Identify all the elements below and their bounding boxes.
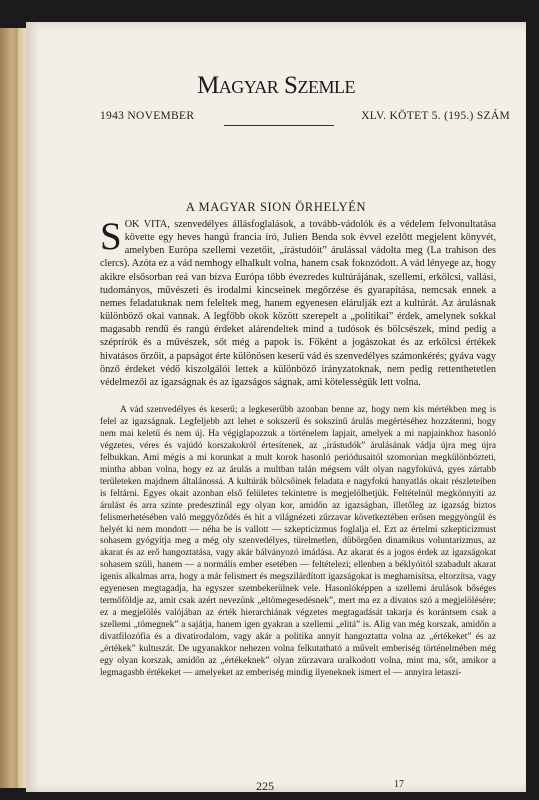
drop-cap: S xyxy=(100,215,122,258)
body-text: A vád szenvedélyes és keserű; a legkeserűbb azonban benne az, hogy nem kis mértékben meg is felel az igazságnak. Legfeljebb azt lehet e sokszerű és sokszínű árulás megértéséhez hozzátenni, hogy nem mai keletű és nem új. Ha végiglapozzuk a történelem lapjait, amelyek a mi napjainkhoz hasonló végzetes, véres és vajúdó korszakokról értesítenek, az „írástudók” árulásának vádja újra meg újra felbukkan. Ami mégis a mi korunkat a mult korok hasonló periódusaitól szomorúan megkülönbözteti, mintha abban volna, hogy ez az árulás a multban talán mégsem vált olyan nagyfokúvá, gyes zártabb területeken majdnem általánossá. A kultúrák bölcsőinek feladata e nagyfokú hanyatlás okait részleteiben is feltárni. Egyes okait azonban első felületes tekintetre is megjelölhetjük. Feltételnül megkönnyíti az árulást és arra szinte predesztinál egy olyan kor, amidőn az igazságban, illetőleg az igazság biztos felismerhetésében való meggyőződés és hit a világnézeti zűrzavar következtében erősen meggyöngül és helyét ki nem mondott — néha be is vallott — szkepticizmus foglalja el. Ezt az értelmi szkepticizmust sohasem gyógyítja meg a még oly szenvedélyes, türelmetlen, dübörgően dinamikus voluntarizmus, az akarat és az erő hangoztatása, vagy akár bálványozó imádása. Az akarat és a jogos érdek az igazságokat sohasem szüli, hanem — a normális ember esetében — feltételezi; ellenben a béklyóitól szabadult akarat igenis alkalmas arra, hogy a már felismert és megszilárdított igazságokat is meghamisítsa, eltorzítsa, vagy egyenesen megtagadja, ha egyszer szembekerülnek vele. Hasonlóképpen a szellemi árulások bőséges termőföldje az, amit csak azért nevezünk „eltömegesedésnek”, mert ma ez a divatos szó a megjelölésére; ez a megjelölés valójában az érték hierarchiának végzetes megtagadását takarja és korántsem csak a szellemi „tömegnek” a sajátja, hanem igen gyakran a szellemi „elitá” is. Alig van még korszak, amidőn a divatfilozófia és a divatirodalom, vagy akár a politika annyit hangoztatta volna az „értékeket” és az „értékek” kultuszát. De ugyanakkor nehezen volna felkutatható a művelt emberiség történelmében még egy olyan korszak, amidőn az „értékeknek” olyan zűrzavara uralkodott volna, mint ma, sőt, amikor a legmagasbb értékeket — amelyeket az emberiség mindig ilyeneknek ismert el — annyira letaszí- xyxy=(100,405,496,678)
signature-mark: 17 xyxy=(394,779,404,790)
journal-masthead: Magyar Szemle xyxy=(197,72,355,99)
article-intro xyxy=(100,215,496,389)
page-number: 225 xyxy=(256,779,274,793)
article-body xyxy=(100,405,496,680)
article-title: A MAGYAR SION ÖRHELYÉN xyxy=(185,200,367,214)
book-page xyxy=(26,22,526,792)
intro-text: OK VITA, szenvedélyes állásfoglalások, a tovább-vádolók és a védelem felvonultatása követte egy heves hangú francia író, Julien Benda sok évvel ezelőtt megjelent könyvét, amelyben Európa szellemi vezetőit, „írástudóit” árulással vádolta meg (La trahison des clercs). Azóta ez a vád nemhogy elhalkult volna, hanem csak fokozódott. A vád lényege az, hogy akikre elsősorban reá van bízva Európa több évezredes kultúrájának, szellemi, erkölcsi, vallási, tudományos, művészeti és irodalmi kincseinek megőrzése és gyarapítása, nemcsak ennek a nemes feladatuknak nem feleltek meg, hanem egyenesen elárulják ezt a kultúrát. Az árulásnak különböző okai vannak. A legfőbb okok között szerepelt a „politikai” érdek, amelynek sokkal magasabb rendű és rangú érdeket alárendeltek mind a tudósok és bölcsészek, mind pedig a széprírók és a művészek, sőt még a papok is. Főként a jogászokat és az erkölcsi értékek hivatásos őrzőit, a papságot érte különösen keserű vád és szenvedélyes számonkérés; gyáva vagy önző érdeket védő kiszolgálói lettek a különböző irányzatoknak, nem pedig rettenthetetlen védelmezői az igazságnak és az igazságos ságnak, ami kötelességük lett volna. xyxy=(100,219,496,388)
masthead-rule xyxy=(224,125,334,126)
issue-volume: XLV. KÖTET 5. (195.) SZÁM xyxy=(361,110,510,122)
issue-date: 1943 NOVEMBER xyxy=(100,110,195,122)
